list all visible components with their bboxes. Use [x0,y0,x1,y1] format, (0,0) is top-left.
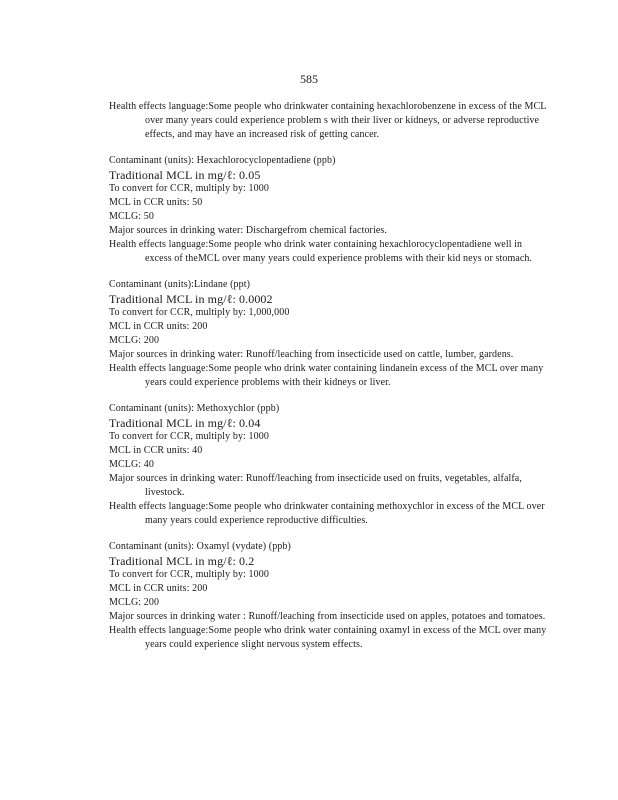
traditional-mcl: Traditional MCL in mg/ℓ: 0.0002 [109,292,273,306]
mclg-value: MCLG: 50 [109,211,154,222]
convert-factor: To convert for CCR, multiply by: 1000 [109,569,269,580]
intro-health-effects: Health effects language:Some people who drinkwater containing hexachlorobenzene in excess of the MCL over many years could experience problem s with their liver or kidneys, or adverse reproductive effects, and may have an increased risk of getting cancer. [109,101,547,140]
contaminant-heading: Contaminant (units): Oxamyl (vydate) (ppb) [109,541,291,552]
mclg-value: MCLG: 40 [109,459,154,470]
major-sources: Major sources in drinking water: Dischargefrom chemical factories. [109,225,387,236]
contaminant-heading: Contaminant (units):Lindane (ppt) [109,279,251,290]
contaminant-section-lindane [109,278,549,390]
traditional-mcl: Traditional MCL in mg/ℓ: 0.05 [109,168,261,182]
section-spacer [109,528,549,540]
contaminant-section-methoxychlor [109,402,549,528]
traditional-mcl: Traditional MCL in mg/ℓ: 0.04 [109,416,261,430]
mclg-value: MCLG: 200 [109,597,160,608]
major-sources: Major sources in drinking water : Runoff/leaching from insecticide used on apples, potatoes and tomatoes. [109,611,546,622]
contaminant-section-hexachlorocyclopentadiene [109,154,549,266]
mcl-ccr-units: MCL in CCR units: 200 [109,583,208,594]
page-number: 585 [300,72,318,86]
traditional-mcl: Traditional MCL in mg/ℓ: 0.2 [109,554,255,568]
mclg-value: MCLG: 200 [109,335,160,346]
health-effects: Health effects language:Some people who drinkwater containing methoxychlor in excess of the MCL over many years could experience reproductive difficulties. [109,501,545,526]
contaminant-heading: Contaminant (units): Methoxychlor (ppb) [109,403,280,414]
mcl-ccr-units: MCL in CCR units: 40 [109,445,203,456]
convert-factor: To convert for CCR, multiply by: 1,000,000 [109,307,290,318]
health-effects: Health effects language:Some people who drink water containing lindanein excess of the MCL over many years could experience problems with their kidneys or liver. [109,363,544,388]
health-effects: Health effects language:Some people who drink water containing oxamyl in excess of the MCL over many years could experience slight nervous system effects. [109,625,547,650]
health-effects: Health effects language:Some people who drink water containing hexachlorocyclopentadiene well in excess of theMCL over many years could experience problems with their kid neys or stomach. [109,239,533,264]
section-spacer [109,142,549,154]
mcl-ccr-units: MCL in CCR units: 50 [109,197,203,208]
section-spacer [109,390,549,402]
contaminant-heading: Contaminant (units): Hexachlorocyclopentadiene (ppb) [109,155,336,166]
convert-factor: To convert for CCR, multiply by: 1000 [109,183,269,194]
contaminant-section-oxamyl [109,540,549,652]
major-sources: Major sources in drinking water: Runoff/leaching from insecticide used on fruits, vegetables, alfalfa, livestock. [109,473,522,498]
convert-factor: To convert for CCR, multiply by: 1000 [109,431,269,442]
document-body [109,100,549,652]
major-sources: Major sources in drinking water: Runoff/leaching from insecticide used on cattle, lumber, gardens. [109,349,514,360]
mcl-ccr-units: MCL in CCR units: 200 [109,321,208,332]
section-spacer [109,266,549,278]
